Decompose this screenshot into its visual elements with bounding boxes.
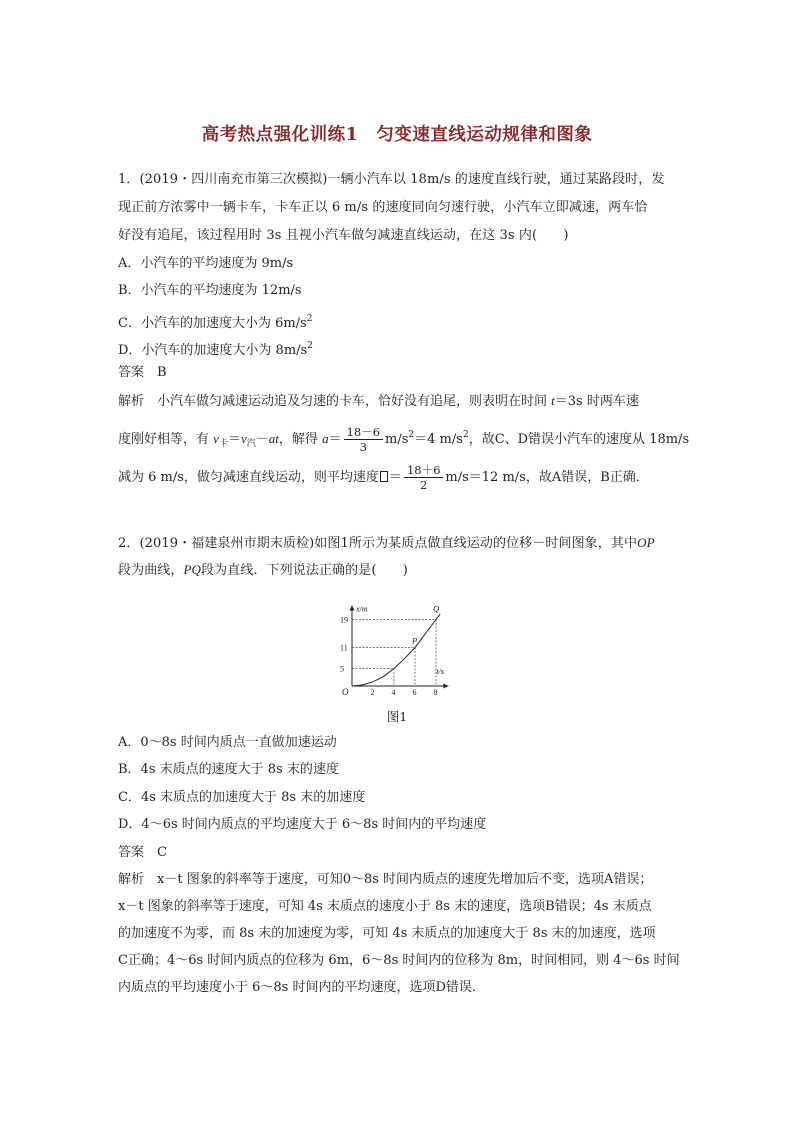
fraction-numerator: 18－6 <box>344 425 383 440</box>
y-tick-label: 11 <box>340 643 348 653</box>
y-tick-label: 5 <box>340 664 344 674</box>
q2-analysis-line-4: C正确；4～6s 时间内质点的位移为 6m，6～8s 时间内的位移为 8m，时间相同，则 4～6s 时间 <box>118 953 680 968</box>
q1-stem-line-3: 好没有追尾，该过程用时 3s 且视小汽车做匀减速直线运动，在这 3s 内( ) <box>118 228 569 243</box>
fraction-average-velocity <box>404 463 443 492</box>
x-tick-label: 4 <box>391 688 396 697</box>
equals-sign: ＝ <box>328 432 342 447</box>
q1-option-d <box>118 336 313 361</box>
fraction-acceleration <box>344 425 383 454</box>
x-tick-label: 8 <box>433 688 438 697</box>
acceleration-variable: a <box>322 431 329 446</box>
q2-stem-text: 段为曲线， <box>118 563 184 578</box>
square-exponent: 2 <box>462 430 469 440</box>
q2-option-a: A．0～8s 时间内质点一直做加速运动 <box>118 735 337 750</box>
square-exponent: 2 <box>307 341 313 351</box>
position-time-graph <box>338 590 468 700</box>
y-axis-label: x/m <box>356 604 368 614</box>
q1-option-b: B．小汽车的平均速度为 12m/s <box>118 283 302 298</box>
x-axis-arrow <box>443 684 448 689</box>
fraction-numerator: 18＋6 <box>404 463 443 478</box>
q2-option-d: D．4～6s 时间内质点的平均速度大于 6～8s 时间内的平均速度 <box>118 817 487 832</box>
y-axis-arrow <box>350 606 355 611</box>
segment-op: OP <box>637 535 655 550</box>
page-title: 高考热点强化训练1 匀变速直线运动规律和图象 <box>201 125 593 145</box>
q1-analysis-text: 解析 小汽车做匀减速运动追及匀速的卡车，恰好没有追尾，则表明在时间 <box>118 394 548 409</box>
x-tick-label: 6 <box>412 688 417 697</box>
point-label-p: P <box>412 635 418 646</box>
q1-stem-line-1: 1．(2019・四川南充市第三次模拟)一辆小汽车以 18m/s 的速度直线行驶，通过某路段时，发 <box>118 172 665 187</box>
q2-analysis-line-3: 的加速度不为零，而 8s 末的加速度为零，可知 4s 末质点的加速度大于 8s 末的加速度，选项 <box>118 926 656 941</box>
q1-answer: 答案 B <box>118 365 167 380</box>
equals-sign: ＝ <box>388 470 402 485</box>
q1-analysis-line-1 <box>118 391 639 412</box>
q2-answer: 答案 C <box>118 845 167 860</box>
q1-option-c-text: C．小汽车的加速度大小为 6m/s <box>118 316 307 331</box>
q2-stem-line-1 <box>118 533 655 554</box>
equals-sign: ＝ <box>227 432 241 447</box>
q1-analysis-text: ，解得 <box>278 432 318 447</box>
figure-caption: 图1 <box>386 709 408 724</box>
average-velocity-symbol <box>380 471 388 482</box>
q1-analysis-text: 减为 6 m/s，做匀减速直线运动，则平均速度 <box>118 470 379 485</box>
q2-option-b: B．4s 末质点的速度大于 8s 末的速度 <box>118 762 339 777</box>
subscript-car: 汽 <box>246 439 256 449</box>
q1-analysis-line-2 <box>118 425 689 454</box>
q1-option-a: A．小汽车的平均速度为 9m/s <box>118 256 294 271</box>
x-axis-label: t/s <box>436 667 444 676</box>
square-exponent: 2 <box>306 314 313 324</box>
q2-analysis-line-5: 内质点的平均速度小于 6～8s 时间内的平均速度，选项D错误． <box>118 980 485 995</box>
q1-option-c <box>118 309 312 334</box>
time-variable: t <box>551 393 555 408</box>
fraction-denominator: 2 <box>420 478 428 492</box>
origin-label: O <box>342 687 349 697</box>
q1-analysis-text: m/s＝12 m/s，故A错误，B正确． <box>445 470 649 485</box>
position-curve <box>352 614 440 686</box>
q1-analysis-text: ＝3s 时两车速 <box>554 394 639 409</box>
position-time-chart <box>338 590 468 700</box>
minus-sign: － <box>255 432 269 447</box>
velocity-variable: v <box>240 431 247 446</box>
subscript-truck: 卡 <box>218 439 228 449</box>
square-exponent: 2 <box>408 430 415 440</box>
y-tick-label: 19 <box>340 615 348 625</box>
q2-stem-text: 2．(2019・福建泉州市期末质检)如图1所示为某质点做直线运动的位移－时间图象，其中 <box>118 536 638 551</box>
q1-analysis-line-3 <box>118 463 649 492</box>
q1-stem-line-2: 现正前方浓雾中一辆卡车，卡车正以 6 m/s 的速度同向匀速行驶，小汽车立即减速，两车恰 <box>118 200 648 215</box>
x-tick-label: 2 <box>370 688 375 697</box>
q1-analysis-text: ＝4 m/s <box>414 432 463 447</box>
q2-analysis-line-2: x－t 图象的斜率等于速度，可知 4s 末质点的速度小于 8s 末的速度，选项B错误；4s 末质点 <box>118 899 652 914</box>
q1-analysis-text: 度刚好相等，有 <box>118 432 210 447</box>
q2-stem-line-2 <box>118 560 408 581</box>
segment-pq: PQ <box>183 562 202 577</box>
velocity-variable: v <box>213 431 219 446</box>
unit-text: m/s <box>385 432 409 447</box>
q2-stem-text: 段为直线．下列说法正确的是( ) <box>201 563 408 578</box>
q1-analysis-text: ，故C、D错误小汽车的速度从 18m/s <box>468 432 690 447</box>
point-label-q: Q <box>433 603 440 614</box>
at-term: at <box>268 431 279 446</box>
q2-option-c: C．4s 末质点的加速度大于 8s 末的加速度 <box>118 790 366 805</box>
q1-option-d-text: D．小汽车的加速度大小为 8m/s <box>118 343 308 358</box>
q2-analysis-line-1: 解析 x－t 图象的斜率等于速度，可知0～8s 时间内质点的速度先增加后不变，选项A错误； <box>118 872 653 887</box>
fraction-denominator: 3 <box>359 440 367 454</box>
